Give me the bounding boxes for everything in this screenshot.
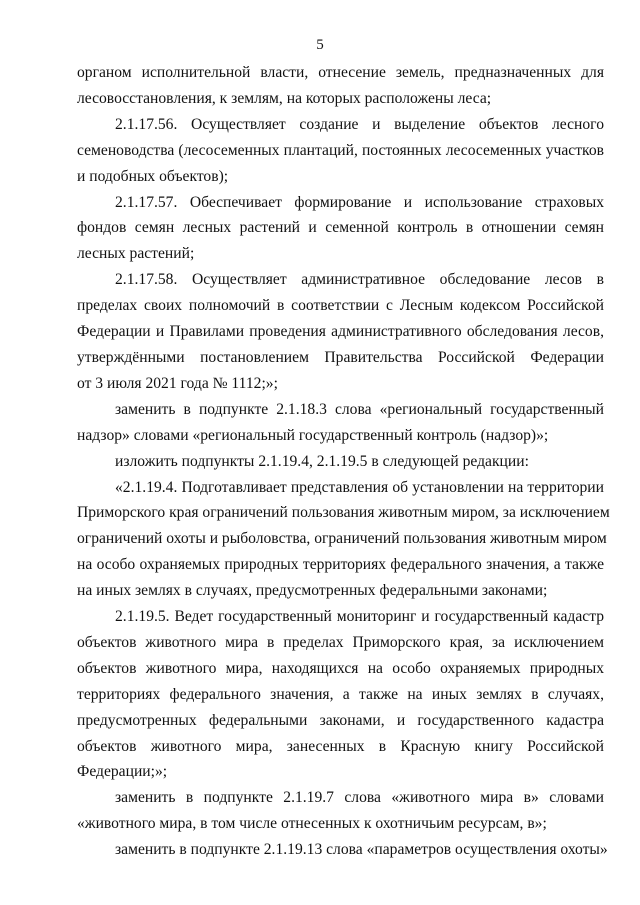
text-line: ограничений охоты и рыболовства, ограничений пользования животным миром	[77, 530, 607, 548]
page-number: 5	[316, 37, 324, 53]
paragraph	[77, 785, 604, 837]
paragraph	[77, 60, 604, 112]
text-line: «животного мира, в том числе отнесенных к охотничьим ресурсам, в»;	[77, 815, 547, 833]
text-line: «2.1.19.4. Подготавливает представления об установлении на территории	[115, 478, 604, 496]
paragraph	[77, 837, 608, 863]
text-line: фондов семян лесных растений и семенной контроль в отношении семян	[77, 219, 604, 237]
text-line: семеноводства (лесосеменных плантаций, постоянных лесосеменных участков	[77, 141, 604, 159]
text-line: объектов животного мира, находящихся на особо охраняемых природных	[77, 659, 604, 677]
text-line: органом исполнительной власти, отнесение земель, предназначенных для	[77, 64, 604, 81]
text-line: Федерации и Правилами проведения административного обследования лесов,	[77, 323, 604, 341]
text-line: и подобных объектов);	[77, 167, 229, 185]
paragraph	[77, 449, 604, 475]
text-line: Приморского края ограничений пользования животным миром, за исключением	[77, 504, 610, 522]
text-line: объектов животного мира, занесенных в Красную книгу Российской	[77, 737, 604, 755]
text-line: 2.1.17.58. Осуществляет административное обследование лесов в	[115, 271, 604, 289]
paragraph	[77, 190, 604, 268]
text-line: территориях федерального значения, а также на иных землях в случаях,	[77, 685, 604, 703]
text-line: лесных растений;	[77, 245, 195, 263]
text-line: 2.1.17.57. Обеспечивает формирование и использование страховых	[115, 193, 604, 211]
text-line: лесовосстановления, к землям, на которых расположены леса;	[77, 89, 492, 107]
text-line: утверждёнными постановлением Правительства Российской Федерации	[77, 348, 604, 366]
paragraph	[77, 475, 610, 605]
text-line: Федерации;»;	[77, 763, 168, 781]
paragraph	[77, 397, 604, 449]
text-line: от 3 июля 2021 года № 1112;»;	[77, 374, 278, 392]
text-line: пределах своих полномочий в соответствии с Лесным кодексом Российской	[77, 297, 604, 315]
paragraph	[77, 604, 604, 785]
text-line: объектов животного мира в пределах Приморского края, за исключением	[77, 633, 604, 651]
document-body	[77, 60, 610, 863]
paragraph	[77, 112, 604, 190]
text-line: на особо охраняемых природных территориях федерального значения, а также	[77, 556, 604, 574]
text-line: 2.1.17.56. Осуществляет создание и выделение объектов лесного	[115, 115, 604, 133]
text-line: изложить подпункты 2.1.19.4, 2.1.19.5 в следующей редакции:	[115, 452, 529, 470]
paragraph	[77, 267, 604, 397]
text-line: заменить в подпункте 2.1.19.13 слова «параметров осуществления охоты»	[115, 841, 608, 859]
text-line: заменить в подпункте 2.1.19.7 слова «животного мира в» словами	[115, 789, 604, 807]
text-line: предусмотренных федеральными законами, и государственного кадастра	[77, 711, 604, 729]
text-line: 2.1.19.5. Ведет государственный мониторинг и государственный кадастр	[115, 608, 604, 626]
text-line: надзор» словами «региональный государственный контроль (надзор)»;	[77, 426, 549, 444]
text-line: на иных землях в случаях, предусмотренных федеральными законами;	[77, 582, 548, 600]
text-line: заменить в подпункте 2.1.18.3 слова «региональный государственный	[115, 400, 604, 418]
